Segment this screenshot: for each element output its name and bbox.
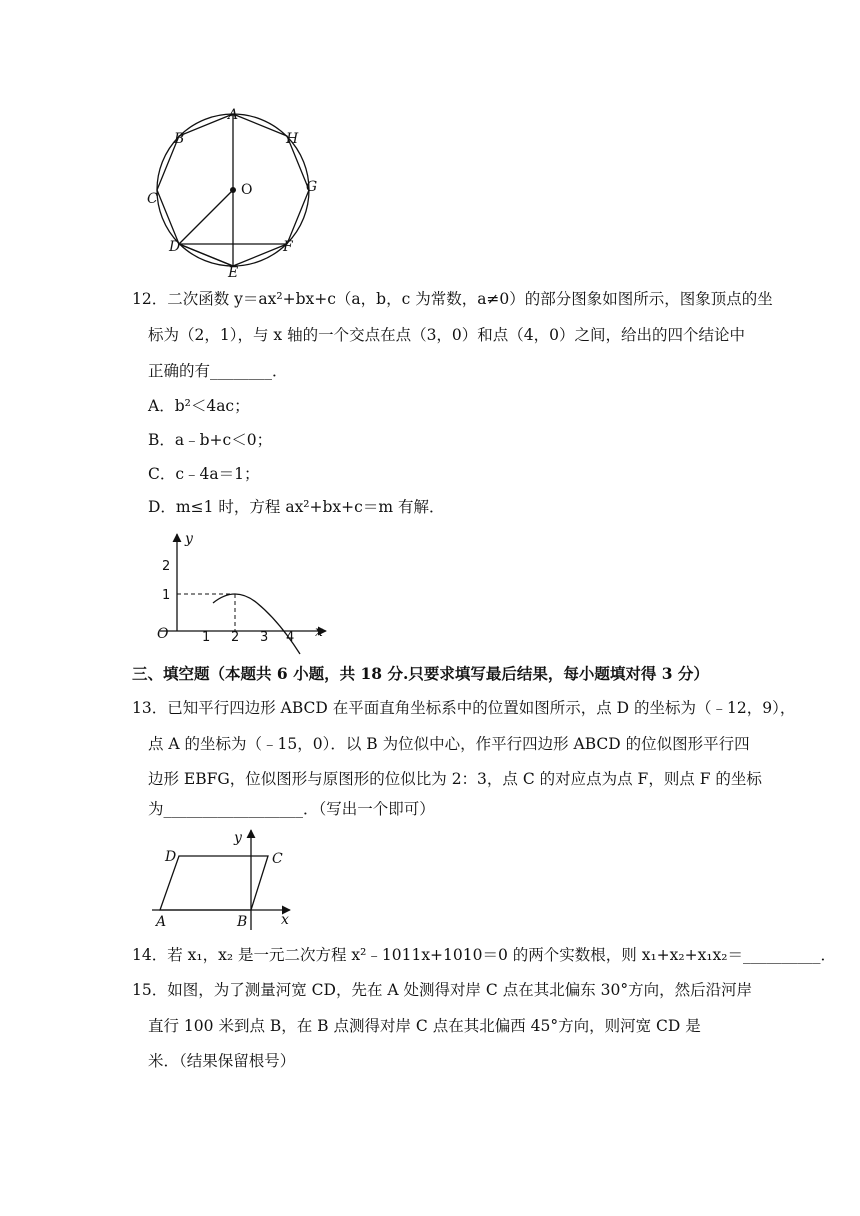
label-e: E [228,265,239,281]
q15-line3: 米．（结果保留根号） [148,1052,296,1070]
x-tick-1: 1 [202,630,211,645]
label-f: F [283,239,293,255]
q12-option-d: D．m≤1 时，方程 ax²+bx+c＝m 有解． [148,498,445,516]
label-d: D [165,849,177,865]
q13-line1: 13．已知平行四边形 ABCD 在平面直角坐标系中的位置如图所示，点 D 的坐标为（﹣12，9）， [132,699,796,717]
q14-line1: 14．若 x₁，x₂ 是一元二次方程 x²﹣1011x+1010＝0 的两个实数根，则 x₁+x₂+x₁x₂＝__________． [132,946,837,964]
parabola-curve [213,594,300,654]
segment-od [179,190,233,244]
q12-line1: 12．二次函数 y＝ax²+bx+c（a，b，c 为常数，a≠0）的部分图象如图所示，图象顶点的坐 [132,290,773,308]
q13-line2: 点 A 的坐标为（﹣15，0）．以 B 为位似中心，作平行四边形 ABCD 的位似图形平行四 [148,735,750,753]
octagon-figure [140,105,330,280]
label-b: B [174,131,185,147]
label-c: C [272,851,283,867]
q12-line3: 正确的有________． [148,362,288,380]
label-a: A [228,107,239,123]
label-y: y [234,830,242,846]
x-tick-4: 4 [286,630,295,645]
y-axis-label: y [185,531,193,547]
label-g: G [306,179,318,195]
q15-line1: 15．如图，为了测量河宽 CD，先在 A 处测得对岸 C 点在其北偏东 30°方向，然后沿河岸 [132,981,753,999]
q12-option-c: C．c﹣4a＝1； [148,465,260,483]
x-axis-label: x [315,624,323,640]
q12-option-b: B．a﹣b+c＜0； [148,431,273,449]
x-tick-2: 2 [231,630,240,645]
label-b: B [237,914,248,930]
q13-line3: 边形 EBFG，位似图形与原图形的位似比为 2：3，点 C 的对应点为点 F，则点 F 的坐标 [148,770,762,788]
q15-line2: 直行 100 米到点 B，在 B 点测得对岸 C 点在其北偏西 45°方向，则河宽 CD 是 [148,1017,701,1035]
y-tick-1: 1 [162,588,171,603]
label-a: A [156,914,167,930]
parabola-figure [140,528,340,646]
section3-heading: 三、填空题（本题共 6 小题，共 18 分.只要求填写最后结果，每小题填对得 3 分） [132,664,709,683]
y-tick-2: 2 [162,559,171,574]
segment-de [179,244,233,266]
q12-option-a: A．b²＜4ac； [148,397,250,415]
q12-line2: 标为（2，1），与 x 轴的一个交点在点（3，0）和点（4，0）之间，给出的四个结论中 [148,326,746,344]
center-point-o [230,187,236,193]
x-tick-3: 3 [260,630,269,645]
label-h: H [286,131,299,147]
origin-label: O [157,626,169,642]
label-o: O [241,182,253,198]
parallelogram-figure [148,826,298,932]
label-c: C [147,191,158,207]
label-x: x [281,912,289,928]
q13-line4: 为__________________．（写出一个即可） [148,800,435,818]
label-d: D [169,239,181,255]
